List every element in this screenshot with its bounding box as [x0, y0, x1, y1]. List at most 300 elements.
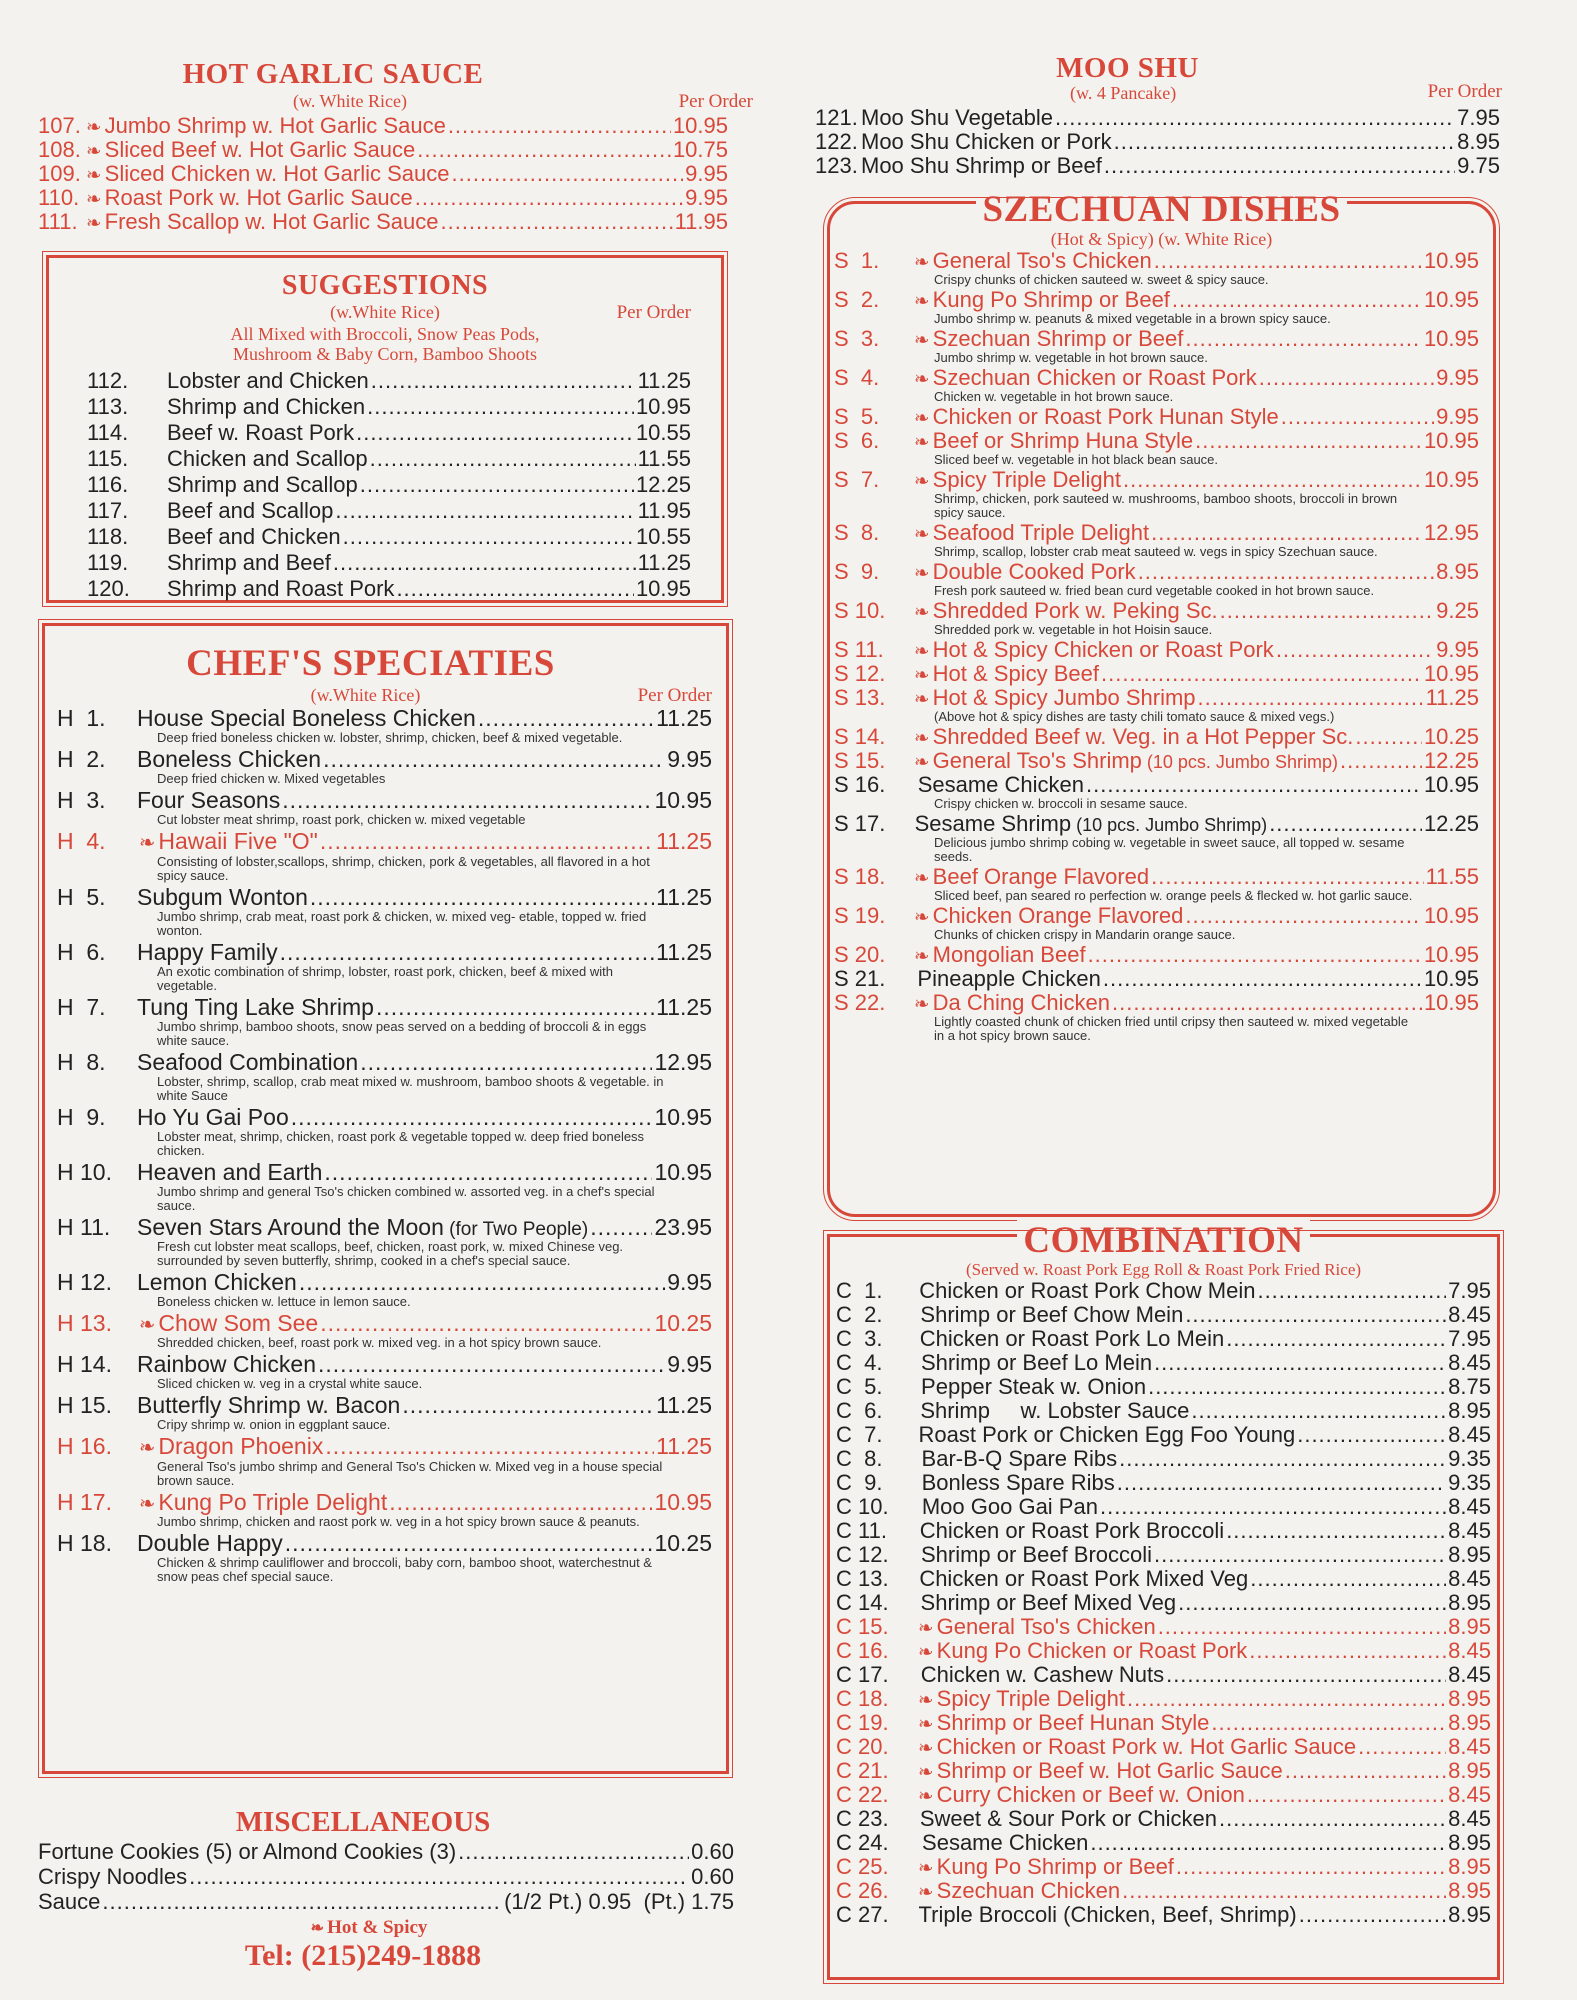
item-number: 114.: [87, 420, 129, 445]
item-description: Sliced beef w. vegetable in hot black bean sauce.: [934, 452, 1219, 467]
item-price: 9.35: [1448, 1470, 1491, 1495]
menu-item-row: [836, 1280, 1491, 1302]
item-name: Bar-B-Q Spare Ribs: [921, 1446, 1118, 1471]
menu-item: [38, 139, 728, 161]
menu-item-row: [57, 1353, 712, 1376]
menu-item: [834, 750, 1479, 772]
item-price: 10.95: [1423, 990, 1479, 1015]
chili-pepper-icon: ❧: [914, 867, 930, 888]
menu-item: [836, 1568, 1491, 1590]
item-description: Lobster, shrimp, scallop, crab meat mixed w. mushroom, bamboo shoots & vegetable. in white Sauce: [157, 1073, 664, 1103]
moo-shu-subtitle: (w. 4 Pancake): [1070, 83, 1177, 103]
misc-title: MISCELLANEOUS: [235, 1806, 491, 1838]
chili-pepper-icon: ❧: [914, 664, 930, 685]
item-name: Shrimp or Beef Broccoli: [920, 1542, 1153, 1567]
item-price: 7.95: [1448, 1326, 1491, 1351]
chili-pepper-icon: ❧: [914, 368, 930, 389]
menu-item: [836, 1904, 1491, 1926]
item-price: 11.25: [1425, 685, 1479, 710]
menu-item: [87, 396, 691, 418]
menu-item: [836, 1304, 1491, 1326]
leader-dots: [376, 996, 654, 1019]
leader-dots: [1358, 1736, 1446, 1758]
item-name: Roast Pork w. Hot Garlic Sauce: [104, 185, 413, 210]
leader-dots: [1226, 1520, 1446, 1542]
moo-shu-section: [815, 52, 1500, 179]
item-price: 10.95: [654, 1158, 712, 1185]
szechuan-subtitle: (Hot & Spicy) (w. White Rice): [1050, 229, 1273, 249]
item-name: Beef Orange Flavored: [932, 864, 1150, 889]
leader-dots: [323, 748, 665, 771]
item-number: S 21.: [834, 966, 886, 991]
menu-item: [57, 1488, 712, 1530]
menu-item: [57, 1268, 712, 1309]
item-name: Happy Family: [137, 938, 278, 965]
item-price: 7.95: [1457, 105, 1500, 130]
menu-item: [836, 1664, 1491, 1686]
menu-item: [836, 1544, 1491, 1566]
item-number: H 8.: [57, 1048, 106, 1075]
item-name: Boneless Chicken: [137, 746, 322, 772]
leader-dots: [310, 886, 654, 909]
leader-dots: [1276, 639, 1434, 661]
item-name: Chicken or Roast Pork Lo Mein: [919, 1326, 1225, 1351]
menu-item-row: [57, 883, 712, 910]
menu-item-row: [834, 600, 1479, 622]
item-description: Sliced beef, pan seared ro perfection w. orange peels & flecked w. hot garlic sauce.: [934, 888, 1413, 903]
chef-subtitle: (w.White Rice): [310, 685, 421, 705]
menu-item: [836, 1592, 1491, 1614]
menu-item-row: [57, 1394, 712, 1417]
menu-item-row: [834, 406, 1479, 428]
item-price: 10.25: [654, 1530, 712, 1557]
item-number: S 13.: [834, 685, 886, 710]
menu-item: [834, 813, 1479, 864]
item-number: C 19.: [836, 1710, 889, 1735]
menu-item-row: [834, 328, 1479, 350]
moo-shu-title: MOO SHU: [1056, 52, 1199, 84]
item-name: Szechuan Shrimp or Beef: [932, 326, 1184, 351]
item-name: Sliced Chicken w. Hot Garlic Sauce: [104, 161, 450, 186]
leader-dots: [458, 1841, 689, 1863]
leader-dots: [1158, 1616, 1446, 1638]
menu-item-row: [836, 1448, 1491, 1470]
leader-dots: [1112, 992, 1422, 1014]
item-name: Chicken or Roast Pork Mixed Veg: [919, 1566, 1249, 1591]
item-price: 10.95: [1423, 287, 1479, 312]
menu-item-row: [87, 448, 691, 470]
chili-pepper-icon: ❧: [914, 431, 930, 452]
item-description: Crispy chunks of chicken sauteed w. sweet & spicy sauce.: [934, 272, 1269, 287]
item-number: S 19.: [834, 903, 886, 928]
item-number: 109.: [38, 161, 81, 186]
item-number: S 15.: [834, 748, 886, 773]
item-name: Shrimp or Beef Mixed Veg: [920, 1590, 1177, 1615]
item-price: 10.95: [654, 787, 712, 813]
item-price: 11.25: [656, 883, 712, 910]
leader-dots: [1249, 1640, 1446, 1662]
menu-item: [87, 474, 691, 496]
menu-item-row: [87, 474, 691, 496]
telephone: Tel: (215)249-1888: [244, 1939, 482, 1972]
item-price: 10.95: [654, 1488, 712, 1515]
misc-section: [38, 1806, 738, 1973]
leader-dots: [1055, 107, 1455, 129]
item-price: 9.25: [1436, 598, 1479, 623]
item-number: H 13.: [57, 1309, 112, 1336]
menu-item-row: [836, 1352, 1491, 1374]
leader-dots: [1151, 522, 1422, 544]
leader-dots: [371, 370, 636, 392]
item-number: 116.: [87, 472, 129, 497]
item-number: S 8.: [834, 520, 880, 545]
item-price: 9.95: [1436, 404, 1479, 429]
chili-pepper-icon: ❧: [139, 1492, 156, 1515]
item-number: H 9.: [57, 1103, 106, 1130]
item-number: S 4.: [834, 365, 880, 390]
item-name-note: (10 pcs. Jumbo Shrimp): [1071, 815, 1268, 835]
item-price: 10.95: [1423, 772, 1479, 797]
menu-item: [57, 707, 712, 745]
chili-pepper-icon: ❧: [139, 1437, 156, 1460]
item-name: Sesame Shrimp: [914, 811, 1072, 836]
menu-item-row: [836, 1880, 1491, 1902]
item-number: C 7.: [836, 1422, 883, 1447]
menu-item: [836, 1472, 1491, 1494]
leader-dots: [335, 500, 635, 522]
item-price: 8.95: [1436, 559, 1479, 584]
item-price: 8.45: [1448, 1806, 1491, 1831]
item-price: 12.95: [1423, 520, 1479, 545]
menu-item-row: [57, 1488, 712, 1515]
leader-dots: [478, 707, 654, 730]
item-number: C 11.: [836, 1518, 887, 1543]
chili-pepper-icon: ❧: [914, 751, 930, 772]
leader-dots: [1340, 750, 1422, 772]
menu-item: [57, 993, 712, 1048]
item-number: H 6.: [57, 938, 106, 965]
item-number: 111.: [38, 209, 78, 234]
item-price: 9.95: [685, 185, 728, 210]
item-number: 112.: [87, 368, 129, 393]
menu-item-row: [836, 1664, 1491, 1686]
item-number: C 8.: [836, 1446, 883, 1471]
item-number: C 17.: [836, 1662, 889, 1687]
leader-dots: [325, 1435, 654, 1458]
item-description: Crispy chicken w. broccoli in sesame sauce.: [934, 796, 1188, 811]
item-price: 9.95: [667, 1268, 712, 1295]
leader-dots: [1269, 813, 1422, 835]
leader-dots: [320, 1312, 652, 1335]
item-name: Mongolian Beef: [932, 942, 1086, 967]
menu-item-row: [87, 396, 691, 418]
menu-item: [836, 1640, 1491, 1662]
menu-item: [834, 430, 1479, 467]
menu-item-row: [836, 1712, 1491, 1734]
item-number: S 20.: [834, 942, 886, 967]
item-name: Pineapple Chicken: [917, 966, 1101, 991]
menu-item-row: [836, 1592, 1491, 1614]
item-price: 10.95: [635, 394, 691, 419]
item-number: H 5.: [57, 883, 106, 910]
leader-dots: [1122, 1880, 1446, 1902]
menu-item-row: [834, 430, 1479, 452]
item-number: 115.: [87, 446, 129, 471]
menu-item-row: [57, 1103, 712, 1130]
menu-item: [834, 639, 1479, 661]
leader-dots: [1299, 1904, 1446, 1926]
menu-item-row: [57, 748, 712, 771]
item-number: C 15.: [836, 1614, 889, 1639]
item-name: Lobster and Chicken: [167, 368, 369, 393]
misc-item-name: Sauce: [38, 1889, 101, 1914]
leader-dots: [1250, 1568, 1446, 1590]
menu-item-row: [836, 1376, 1491, 1398]
item-name: Chicken or Roast Pork w. Hot Garlic Sauce: [936, 1734, 1357, 1759]
suggestions-box: [46, 255, 724, 603]
menu-item-row: [834, 866, 1479, 888]
chili-pepper-icon: ❧: [914, 993, 930, 1014]
menu-item: [834, 289, 1479, 326]
leader-dots: [370, 448, 636, 470]
misc-item-row: [38, 1891, 734, 1913]
item-name: Pepper Steak w. Onion: [921, 1374, 1147, 1399]
misc-item-price: 0.60: [691, 1839, 734, 1864]
item-number: C 22.: [836, 1782, 889, 1807]
item-price: 8.45: [1448, 1422, 1491, 1447]
item-number: C 26.: [836, 1878, 889, 1903]
menu-item-row: [87, 552, 691, 574]
combination-list: [836, 1280, 1491, 1926]
leader-dots: [1088, 944, 1422, 966]
item-price: 8.95: [1448, 1830, 1491, 1855]
item-number: S 12.: [834, 661, 886, 686]
chili-pepper-icon: ❧: [914, 688, 930, 709]
menu-item: [834, 561, 1479, 598]
item-price: 10.95: [1423, 661, 1479, 686]
item-price: 10.95: [1423, 248, 1479, 273]
item-price: 8.95: [1448, 1902, 1491, 1927]
item-price: 11.25: [637, 368, 691, 393]
menu-item-row: [834, 250, 1479, 272]
leader-dots: [448, 115, 671, 137]
item-number: C 4.: [836, 1350, 883, 1375]
item-price: 8.45: [1448, 1518, 1491, 1543]
item-number: H 15.: [57, 1392, 112, 1419]
leader-dots: [1103, 968, 1422, 990]
item-price: 8.95: [1448, 1590, 1491, 1615]
leader-dots: [389, 1491, 652, 1514]
leader-dots: [291, 1106, 653, 1129]
item-price: 9.95: [1436, 637, 1479, 662]
misc-item-row: [38, 1866, 734, 1888]
item-price: 10.95: [635, 576, 691, 601]
item-name: General Tso's Chicken: [932, 248, 1152, 273]
item-description: (Above hot & spicy dishes are tasty chili tomato sauce & mixed vegs.): [934, 709, 1335, 724]
item-name: Seven Stars Around the Moon: [137, 1213, 444, 1240]
menu-item: [834, 992, 1479, 1043]
menu-item-row: [87, 578, 691, 600]
menu-item: [834, 250, 1479, 287]
item-price: 8.45: [1448, 1662, 1491, 1687]
item-description: Consisting of lobster,scallops, shrimp, chicken, pork & vegetables, all flavored in a hot spicy sauce.: [157, 853, 650, 883]
chili-pepper-icon: ❧: [918, 1737, 934, 1758]
menu-item: [87, 370, 691, 392]
item-number: 120.: [87, 576, 130, 601]
item-number: S 10.: [834, 598, 886, 623]
menu-item-row: [834, 687, 1479, 709]
menu-item-row: [836, 1400, 1491, 1422]
menu-item: [836, 1880, 1491, 1902]
item-number: S 3.: [834, 326, 880, 351]
moo-shu-list: [815, 107, 1500, 177]
item-price: 8.75: [1448, 1374, 1491, 1399]
item-price: 9.95: [667, 746, 712, 772]
leader-dots: [417, 139, 671, 161]
item-name: Four Seasons: [137, 787, 281, 813]
item-number: 107.: [38, 113, 81, 138]
item-name: Spicy Triple Delight: [936, 1686, 1125, 1711]
menu-item-row: [834, 663, 1479, 685]
item-name: Lemon Chicken: [137, 1268, 297, 1295]
item-number: H 3.: [57, 787, 106, 813]
item-name: Shrimp w. Lobster Sauce: [920, 1398, 1190, 1423]
item-price: 8.95: [1448, 1710, 1491, 1735]
item-name: Seafood Triple Delight: [932, 520, 1150, 545]
item-name: Kung Po Chicken or Roast Pork: [936, 1638, 1248, 1663]
menu-item-row: [38, 115, 728, 137]
item-number: C 6.: [836, 1398, 883, 1423]
chili-pepper-icon: ❧: [914, 470, 930, 491]
leader-dots: [356, 422, 634, 444]
item-name: Beef and Scallop: [167, 498, 334, 523]
item-description: Fresh pork sauteed w. fried bean curd vegetable cooked in hot brown sauce.: [934, 583, 1375, 598]
leader-dots: [1114, 131, 1456, 153]
item-number: H 14.: [57, 1351, 112, 1378]
item-name: Hot & Spicy Chicken or Roast Pork: [932, 637, 1274, 662]
item-name: Shrimp or Beef Hunan Style: [936, 1710, 1210, 1735]
leader-dots: [1185, 328, 1422, 350]
item-price: 10.95: [1423, 326, 1479, 351]
leader-dots: [102, 1891, 502, 1913]
item-name: Chicken or Roast Pork Hunan Style: [932, 404, 1279, 429]
leader-dots: [360, 474, 634, 496]
item-name: Beef and Chicken: [167, 524, 341, 549]
menu-item: [834, 600, 1479, 637]
chili-pepper-icon: ❧: [86, 164, 102, 185]
hot-garlic-section: [38, 58, 753, 235]
item-price: 8.95: [1448, 1758, 1491, 1783]
item-number: C 20.: [836, 1734, 889, 1759]
menu-item-row: [836, 1424, 1491, 1446]
item-price: 9.75: [1457, 153, 1500, 178]
chili-pepper-icon: ❧: [139, 832, 156, 854]
item-number: H 1.: [57, 705, 106, 731]
menu-item: [57, 789, 712, 827]
leader-dots: [1148, 1376, 1446, 1398]
menu-item-row: [57, 938, 712, 965]
menu-item: [836, 1856, 1491, 1878]
chili-pepper-icon: ❧: [914, 251, 930, 272]
item-number: H 11.: [57, 1213, 111, 1240]
menu-item: [836, 1712, 1491, 1734]
menu-item: [834, 328, 1479, 365]
item-name: Beef or Shrimp Huna Style: [932, 428, 1194, 453]
chili-pepper-icon: ❧: [914, 945, 930, 966]
item-number: C 9.: [836, 1470, 883, 1495]
item-price: 12.25: [1423, 811, 1479, 836]
leader-dots: [1259, 367, 1434, 389]
menu-item: [57, 1048, 712, 1103]
item-name: Kung Po Shrimp or Beef: [936, 1854, 1174, 1879]
menu-item: [57, 1435, 712, 1488]
chili-pepper-icon: ❧: [918, 1617, 934, 1638]
item-name: Chicken Orange Flavored: [932, 903, 1184, 928]
item-description: Chunks of chicken crispy in Mandarin orange sauce.: [934, 927, 1236, 942]
item-price: 8.95: [1448, 1854, 1491, 1879]
item-number: S 7.: [834, 467, 880, 492]
hot-garlic-per-order: Per Order: [678, 91, 753, 112]
item-price: 10.55: [635, 420, 691, 445]
item-price: 9.95: [685, 161, 728, 186]
hot-spicy-legend: [0, 1917, 738, 1939]
item-price: 11.25: [656, 993, 712, 1020]
item-name: Subgum Wonton: [137, 883, 308, 910]
item-price: 8.45: [1448, 1782, 1491, 1807]
menu-item-row: [834, 561, 1479, 583]
item-number: H 16.: [57, 1433, 112, 1460]
menu-item: [57, 1353, 712, 1391]
item-name: Heaven and Earth: [137, 1158, 323, 1185]
menu-item: [87, 552, 691, 574]
menu-item: [836, 1496, 1491, 1518]
menu-item: [38, 211, 728, 233]
item-number: C 27.: [836, 1902, 889, 1927]
suggestions-note-2: Mushroom & Baby Corn, Bamboo Shoots: [232, 344, 537, 364]
chef-list: [57, 707, 712, 1584]
item-name: Sesame Chicken: [922, 1830, 1089, 1855]
misc-item-row: [38, 1841, 734, 1863]
menu-item-row: [57, 993, 712, 1020]
item-price: 10.95: [1423, 966, 1479, 991]
menu-item-row: [834, 750, 1479, 772]
menu-item: [836, 1760, 1491, 1782]
leader-dots: [1178, 1592, 1446, 1614]
hot-spicy-legend-label: Hot & Spicy: [327, 1917, 428, 1938]
menu-item: [836, 1736, 1491, 1758]
chili-pepper-icon: ❧: [86, 188, 102, 209]
menu-item-row: [87, 500, 691, 522]
leader-dots: [189, 1866, 689, 1888]
item-price: 10.25: [654, 1309, 712, 1336]
item-name: Da Ching Chicken: [932, 990, 1110, 1015]
menu-item: [87, 448, 691, 470]
menu-item-row: [57, 1435, 712, 1459]
chili-pepper-icon: ❧: [918, 1881, 934, 1902]
item-description: Chicken & shrimp cauliflower and broccoli, baby corn, bamboo shoot, waterchestnut & snow peas chef special sauce.: [157, 1555, 652, 1585]
item-number: S 22.: [834, 990, 886, 1015]
item-price: 10.75: [672, 137, 728, 162]
misc-item-name: Fortune Cookies (5) or Almond Cookies (3): [38, 1839, 457, 1864]
misc-item-price: (1/2 Pt.) 0.95 (Pt.) 1.75: [504, 1889, 734, 1914]
item-description: Lightly coasted chunk of chicken fried until cripsy then sauteed w. mixed vegetable in a hot spicy brown sauce.: [934, 1014, 1409, 1043]
menu-item-row: [57, 830, 712, 854]
item-price: 10.95: [1423, 942, 1479, 967]
menu-item-row: [815, 107, 1500, 129]
item-name: Moo Shu Shrimp or Beef: [861, 153, 1102, 178]
leader-dots: [1185, 1304, 1446, 1326]
menu-item-row: [836, 1640, 1491, 1662]
